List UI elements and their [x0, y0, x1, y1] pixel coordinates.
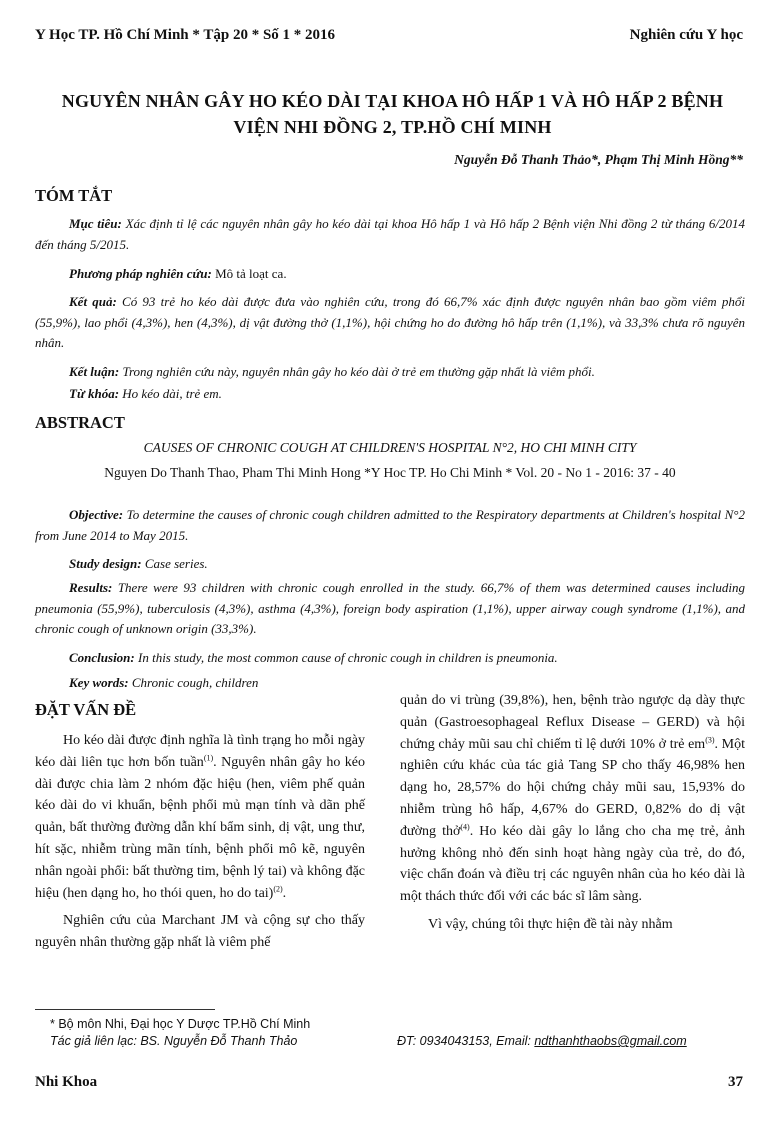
- en-objective-text: To determine the causes of chronic cough children admitted to the Respiratory departments at Children's hospital N°2 from June 2014 to May 2015.: [35, 507, 745, 543]
- citation-ref: (2): [273, 883, 283, 893]
- en-results-text: There were 93 children with chronic cough enrolled in the study. 66,7% of them was determined causes including pneumonia (55,9%), tuberculosis (4,3%), asthma (4,3%), foreign body aspiration (1,1%), upper airway cough syndrome (1,1%), and chronic cough of unknown origin (33,3%).: [35, 580, 745, 636]
- section-header: Nghiên cứu Y học: [629, 27, 743, 43]
- en-design-text: Case series.: [144, 556, 208, 571]
- citation-ref: (4): [460, 822, 470, 832]
- footer-section: Nhi Khoa: [35, 1074, 98, 1090]
- vi-keywords-text: Ho kéo dài, trẻ em.: [122, 386, 222, 401]
- vi-conclusion-text: Trong nghiên cứu này, nguyên nhân gây ho kéo dài ở trẻ em thường gặp nhất là viêm phổi.: [122, 364, 595, 379]
- vi-keywords: [35, 384, 745, 405]
- footnote-phone-email: [397, 1034, 687, 1048]
- vi-conclusion: [35, 362, 745, 383]
- vi-objective: [35, 214, 745, 255]
- citation-ref: (3): [705, 734, 715, 744]
- footnote-phone: ĐT: 0934043153, Email:: [397, 1034, 531, 1048]
- footnote-divider: [35, 1009, 215, 1010]
- intro-paragraph-2-cont: quản do vi trùng (39,8%), hen, bệnh trào ngược dạ dày thực quản (Gastroesophageal Reflux Disease – GERD) và hội chứng chảy mũi sau chỉ chiếm tỉ lệ dưới 10% ở trẻ $em^{(3)}$. Một nghiên cứu khác của tác giả Tang SP cho thấy 46,98% hen dạng ho, 28,57% do hội chứng chảy mũi sau, 15,93% do nhiễm trùng hô hấp, 4,67% do GERD, 0,82% do dị vật đường thở$^{(4)}$. Ho kéo dài gây lo lắng cho cha mẹ trẻ, ảnh hưởng không nhỏ đến sinh hoạt hàng ngày của trẻ, do đó, việc chẩn đoán và điều trị các nguyên nhân của ho kéo dài là một thách thức đối với các bác sĩ lâm sàng.: [400, 693, 745, 905]
- vi-abstract-heading: TÓM TẮT: [35, 186, 113, 205]
- citation-ref: (1): [203, 753, 214, 763]
- intro-paragraph-1: Ho kéo dài được định nghĩa là tình trạng ho mỗi ngày kéo dài liên tục hơn bốn tuần$^{(1)}$. Nguyên nhân gây ho kéo dài được chia làm 2 nhóm đặc hiệu (hen, viêm phế quản kéo dài do vi khuẩn, bệnh phổi mủ mạn tính và dãn phế quản, bất thường đường dẫn khí bẩm sinh, dị vật, ung thư, hít sặc, nhiễm trùng mãn tính, bệnh phổi mô kẽ, nguyên nhân ngoài phổi: bất thường tim, bệnh lý tai) và không đặc hiệu (hen dạng ho, ho thói quen, ho do tai)$^{(2)}$.: [35, 733, 366, 901]
- en-results-label: Results:: [69, 580, 113, 595]
- vi-method: [35, 264, 745, 285]
- en-design-label: Study design:: [69, 556, 142, 571]
- vi-results-label: Kết quả:: [69, 294, 117, 309]
- page-number: 37: [728, 1074, 743, 1090]
- intro-paragraph-3: Vì vậy, chúng tôi thực hiện đề tài này nhằm: [428, 916, 673, 932]
- vi-objective-text: Xác định tỉ lệ các nguyên nhân gây ho kéo dài tại khoa Hô hấp 1 và Hô hấp 2 Bệnh viện Nhi đồng 2 từ tháng 6/2014 đến tháng 5/2015.: [35, 216, 745, 252]
- footnote-contact: Tác giả liên lạc: BS. Nguyễn Đỗ Thanh Thảo: [50, 1034, 298, 1048]
- authors: Nguyễn Đỗ Thanh Thảo*, Phạm Thị Minh Hồng**: [454, 152, 743, 167]
- footnote-affiliation: * Bộ môn Nhi, Đại học Y Dược TP.Hồ Chí Minh: [50, 1017, 311, 1031]
- en-keywords-label: Key words:: [69, 675, 129, 690]
- en-abstract-title: CAUSES OF CHRONIC COUGH AT CHILDREN'S HOSPITAL N°2, HO CHI MINH CITY: [143, 440, 637, 455]
- body-left-column: [35, 730, 365, 954]
- vi-results: [35, 292, 745, 354]
- body-right-column: [400, 690, 745, 936]
- introduction-heading: ĐẶT VẤN ĐỀ: [35, 700, 137, 719]
- vi-conclusion-label: Kết luận:: [69, 364, 120, 379]
- en-objective: [35, 505, 745, 546]
- en-conclusion: [35, 648, 745, 669]
- vi-method-text: Mô tả loạt ca.: [215, 266, 287, 281]
- article-title: NGUYÊN NHÂN GÂY HO KÉO DÀI TẠI KHOA HÔ HẤP 1 VÀ HÔ HẤP 2 BỆNH VIỆN NHI ĐỒNG 2, TP.HỒ CHÍ MINH: [61, 91, 724, 137]
- en-results: [35, 578, 745, 640]
- en-design: [35, 554, 745, 575]
- en-conclusion-text: In this study, the most common cause of chronic cough in children is pneumonia.: [138, 650, 558, 665]
- vi-keywords-label: Từ khóa:: [69, 386, 120, 401]
- vi-method-label: Phương pháp nghiên cứu:: [69, 266, 212, 281]
- footnote-email-link[interactable]: ndthanhthaobs@gmail.com: [534, 1034, 687, 1048]
- en-keywords-text: Chronic cough, children: [131, 675, 259, 690]
- journal-header: Y Học TP. Hồ Chí Minh * Tập 20 * Số 1 * 2016: [35, 27, 336, 43]
- vi-objective-label: Mục tiêu:: [69, 216, 122, 231]
- vi-results-text: Có 93 trẻ ho kéo dài được đưa vào nghiên cứu, trong đó 66,7% xác định được nguyên nhân bao gồm viêm phổi (55,9%), lao phổi (4,3%), hen (4,3%), dị vật đường thở (1,1%), hội chứng ho do đường hô hấp trên (1,1%), và 33,3% chưa rõ nguyên nhân.: [35, 294, 745, 350]
- intro-paragraph-2: Nghiên cứu của Marchant JM và cộng sự cho thấy nguyên nhân thường gặp nhất là viêm phế: [35, 913, 365, 951]
- en-abstract-heading: ABSTRACT: [35, 413, 125, 432]
- en-citation: Nguyen Do Thanh Thao, Pham Thi Minh Hong *Y Hoc TP. Ho Chi Minh * Vol. 20 - No 1 - 2016: 37 - 40: [104, 465, 676, 480]
- en-objective-label: Objective:: [69, 507, 124, 522]
- en-conclusion-label: Conclusion:: [69, 650, 135, 665]
